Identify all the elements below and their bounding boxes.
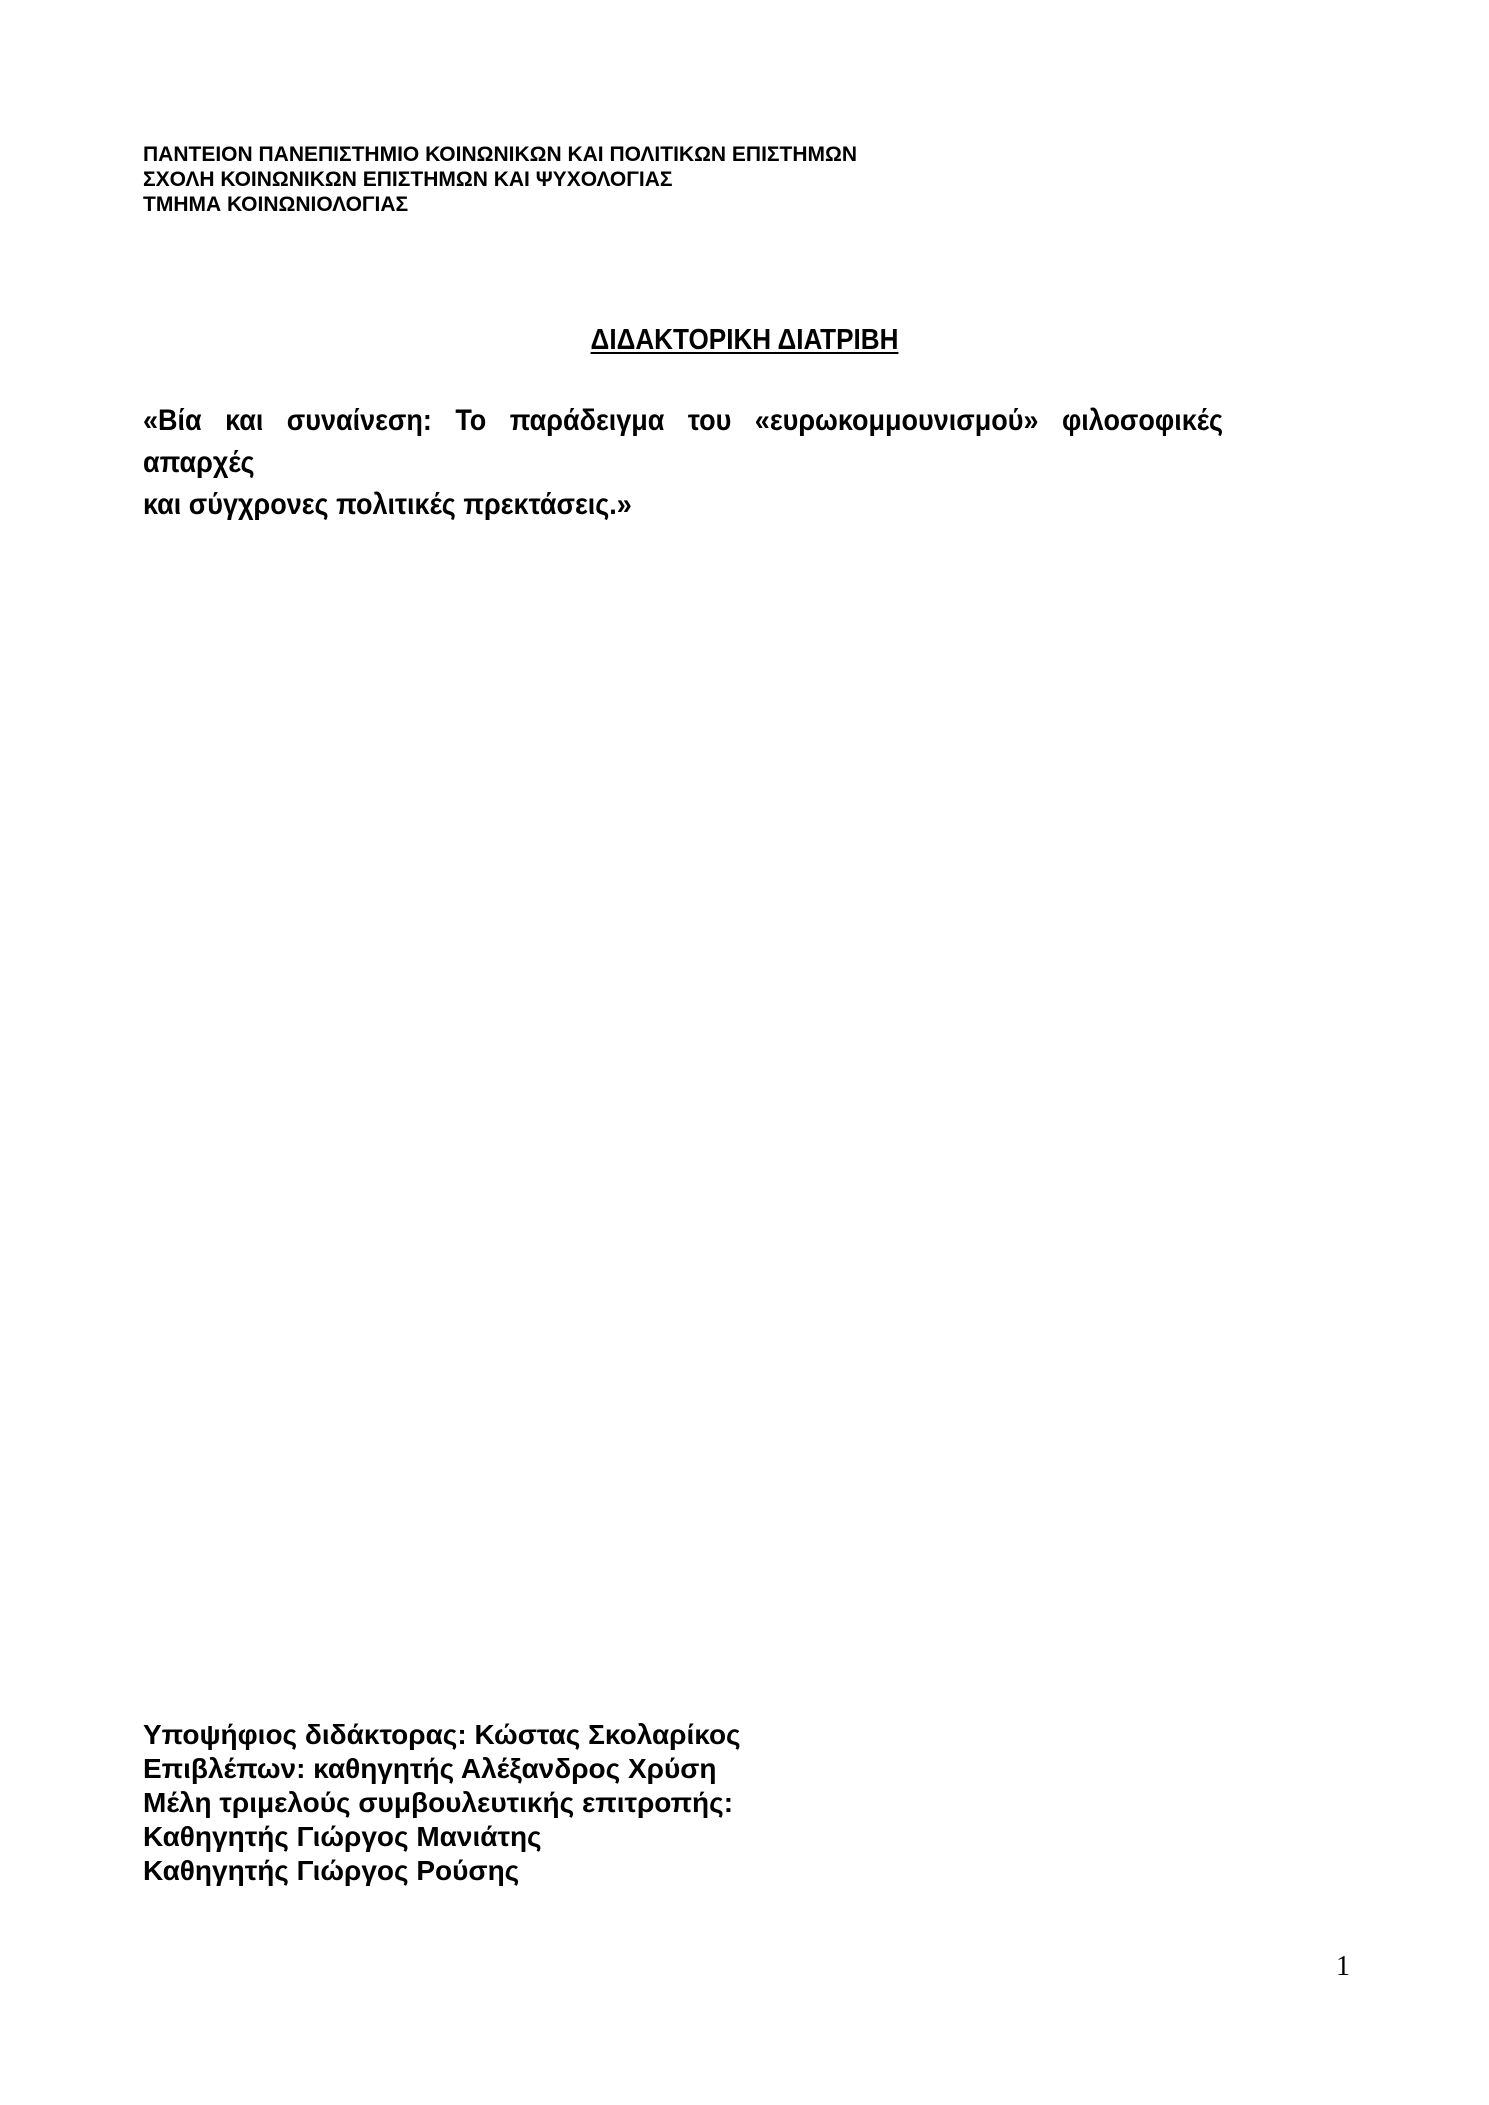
candidate-line: Υποψήφιος διδάκτορας: Κώστας Σκολαρίκος [143,1719,741,1750]
institution-header [143,142,857,217]
university-name: ΠΑΝΤΕΙΟΝ ΠΑΝΕΠΙΣΤΗΜΙΟ ΚΟΙΝΩΝΙΚΩΝ ΚΑΙ ΠΟΛΙΤΙΚΩΝ ΕΠΙΣΤΗΜΩΝ [143,143,858,166]
supervisor-line: Επιβλέπων: καθηγητής Αλέξανδρος Χρύση [143,1753,717,1784]
page-number: 1 [1336,1951,1350,1982]
document-type-heading: ΔΙΔΑΚΤΟΡΙΚΗ ΔΙΑΤΡΙΒΗ [590,324,899,356]
department-name: ΤΜΗΜΑ ΚΟΙΝΩΝΙΟΛΟΓΙΑΣ [143,193,409,216]
thesis-title-line-2: και σύγχρονες πολιτικές πρεκτάσεις.» [143,488,632,521]
thesis-title-line-1: «Βία και συναίνεση: Το παράδειγμα του «ευρωκομμουνισμού» φιλοσοφικές απαρχές [143,404,1223,479]
committee-heading: Μέλη τριμελούς συμβουλευτικής επιτροπής: [143,1787,734,1818]
school-name: ΣΧΟΛΗ ΚΟΙΝΩΝΙΚΩΝ ΕΠΙΣΤΗΜΩΝ ΚΑΙ ΨΥΧΟΛΟΓΙΑΣ [143,168,673,191]
committee-member-1: Καθηγητής Γιώργος Μανιάτης [143,1821,542,1852]
committee-member-2: Καθηγητής Γιώργος Ρούσης [143,1855,520,1886]
thesis-title [143,400,1223,526]
credits-block [143,1718,741,1888]
